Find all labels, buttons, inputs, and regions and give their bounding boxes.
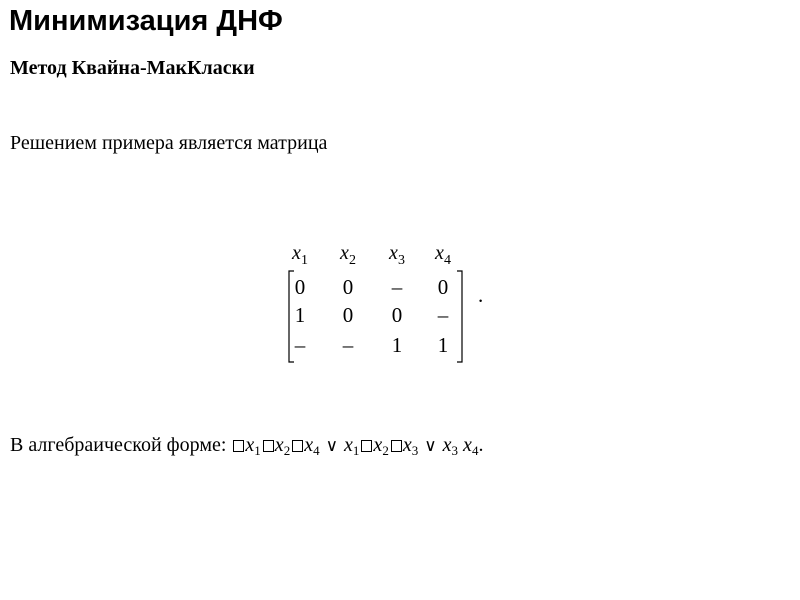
matrix-cell: 0 — [342, 275, 354, 299]
matrix-cell: – — [437, 303, 449, 327]
matrix-cell: 1 — [391, 333, 403, 357]
negation-glyph-icon — [263, 440, 274, 452]
intro-text: Решением примера является матрица — [10, 132, 328, 154]
matrix-cell: 0 — [437, 275, 449, 299]
variable-index: 1 — [352, 443, 360, 458]
variable-index: 3 — [411, 443, 419, 458]
negation-glyph-icon — [361, 440, 372, 452]
formula-variable: x — [245, 434, 255, 456]
formula-variable: x — [442, 434, 452, 456]
matrix-header-x2: $x_2$ — [340, 242, 356, 268]
formula-variable: x — [373, 434, 383, 456]
conjunction-term — [231, 434, 319, 456]
matrix-cell: 0 — [294, 275, 306, 299]
conjunction-term — [344, 434, 418, 456]
formula-variable: x — [402, 434, 412, 456]
matrix-cell: 1 — [437, 333, 449, 357]
matrix-cell: 0 — [391, 303, 403, 327]
matrix-trailing-period: . — [478, 283, 484, 307]
negation-glyph-icon — [292, 440, 303, 452]
matrix-header-x1: $x_1$ — [292, 242, 308, 268]
matrix-header-x4: $x_4$ — [435, 242, 451, 268]
negation-glyph-icon — [391, 440, 402, 452]
matrix-cell: 1 — [294, 303, 306, 327]
formula-variable: x — [463, 434, 472, 456]
conjunction-term — [443, 434, 479, 456]
formula-variable: x — [274, 434, 284, 456]
matrix-left-bracket — [289, 271, 294, 362]
formula-variable: x — [344, 434, 353, 456]
variable-index: 3 — [451, 443, 459, 458]
matrix-cell: – — [294, 333, 306, 357]
matrix-header-x3: $x_3$ — [389, 242, 405, 268]
variable-index: 1 — [254, 443, 261, 458]
negation-glyph-icon — [233, 440, 244, 452]
formula-expression — [231, 434, 483, 456]
matrix-right-bracket — [457, 271, 462, 362]
variable-index: 2 — [382, 443, 389, 458]
slide-title: Минимизация ДНФ — [9, 5, 283, 37]
variable-index: 4 — [471, 443, 479, 458]
formula-label: В алгебраической форме: — [10, 434, 227, 456]
disjunction-symbol: ∨ — [325, 436, 339, 456]
matrix-cell: 0 — [342, 303, 354, 327]
variable-index: 2 — [283, 443, 291, 458]
solution-matrix — [280, 236, 500, 368]
matrix-cell: – — [342, 333, 354, 357]
variable-index: 4 — [313, 443, 320, 458]
disjunction-symbol: ∨ — [424, 436, 437, 456]
algebraic-formula — [10, 432, 483, 459]
formula-variable: x — [304, 434, 314, 456]
formula-period: . — [478, 434, 484, 456]
matrix-cell: – — [391, 275, 403, 299]
method-subtitle: Метод Квайна-МакКласки — [10, 57, 255, 79]
